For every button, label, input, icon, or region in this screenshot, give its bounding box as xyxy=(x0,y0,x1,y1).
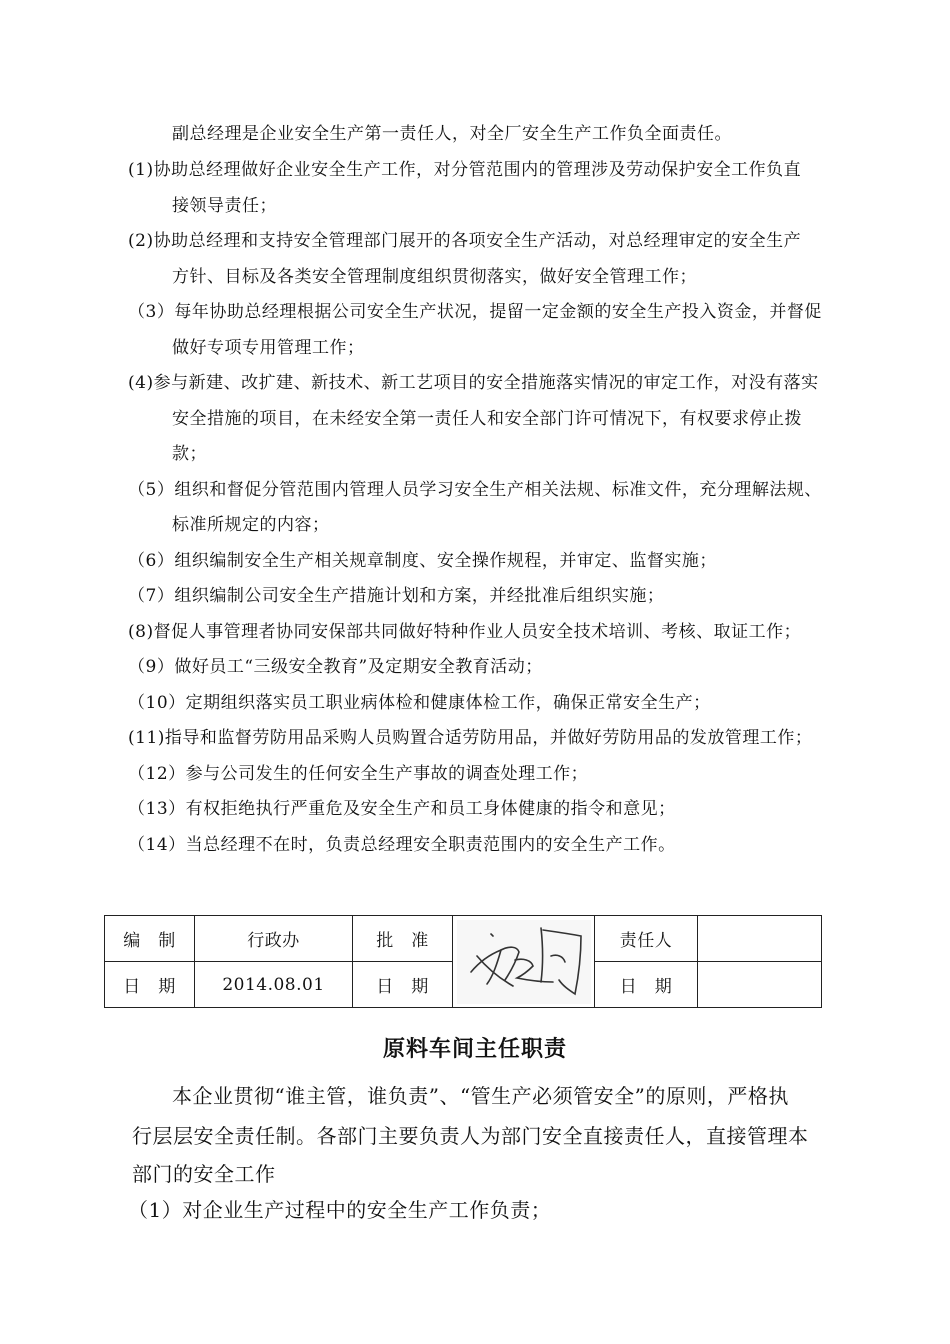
responsible-person-value xyxy=(698,916,822,962)
responsible-person-label: 责任人 xyxy=(595,916,698,962)
section-title: 原料车间主任职责 xyxy=(382,1037,567,1062)
list-item: （10）定期组织落实员工职业病体检和健康体检工作，确保正常安全生产； xyxy=(128,693,711,713)
list-item: (4)参与新建、改扩建、新技术、新工艺项目的安全措施落实情况的审定工作，对没有落实 xyxy=(128,373,819,393)
list-item: (2)协助总经理和支持安全管理部门展开的各项安全生产活动，对总经理审定的安全生产 xyxy=(128,231,802,251)
list-item: （7）组织编制公司安全生产措施计划和方案，并经批准后组织实施； xyxy=(128,586,665,606)
list-item: （9）做好员工“三级安全教育”及定期安全教育活动； xyxy=(128,657,543,677)
date-label-1: 日 期 xyxy=(105,962,195,1008)
signoff-table xyxy=(104,915,822,1008)
date-value-3 xyxy=(698,962,822,1008)
date-value-1: 2014.08.01 xyxy=(195,962,353,1008)
paragraph-line-2: 行层层安全责任制。各部门主要负责人为部门安全直接责任人，直接管理本 xyxy=(132,1124,809,1148)
compiled-by-label: 编 制 xyxy=(105,916,195,962)
list-item-continuation: 标准所规定的内容； xyxy=(172,515,330,535)
paragraph-line-3: 部门的安全工作 xyxy=(132,1162,276,1186)
list-item-continuation: 款； xyxy=(172,444,207,464)
handwritten-signature xyxy=(457,920,591,1004)
list-item: (11)指导和监督劳防用品采购人员购置合适劳防用品，并做好劳防用品的发放管理工作； xyxy=(128,728,813,748)
date-label-2: 日 期 xyxy=(353,962,453,1008)
date-label-3: 日 期 xyxy=(595,962,698,1008)
paragraph-line-1: 本企业贯彻“谁主管，谁负责”、“管生产必须管安全”的原则，严格执 xyxy=(172,1084,789,1108)
list-item: （3）每年协助总经理根据公司安全生产状况，提留一定金额的安全生产投入资金，并督促 xyxy=(128,302,822,322)
list-item: (8)督促人事管理者协同安保部共同做好特种作业人员安全技术培训、考核、取证工作； xyxy=(128,622,802,642)
list-item-continuation: 接领导责任； xyxy=(172,196,277,216)
list-item-continuation: 方针、目标及各类安全管理制度组织贯彻落实，做好安全管理工作； xyxy=(172,267,697,287)
list-item: （6）组织编制安全生产相关规章制度、安全操作规程，并审定、监督实施； xyxy=(128,551,717,571)
section-item-1: （1）对企业生产过程中的安全生产工作负责； xyxy=(128,1198,552,1222)
intro-line: 副总经理是企业安全生产第一责任人，对全厂安全生产工作负全面责任。 xyxy=(172,124,732,144)
list-item: （14）当总经理不在时，负责总经理安全职责范围内的安全生产工作。 xyxy=(128,835,676,855)
list-item-continuation: 安全措施的项目，在未经安全第一责任人和安全部门许可情况下，有权要求停止拨 xyxy=(172,409,802,429)
list-item: （12）参与公司发生的任何安全生产事故的调查处理工作； xyxy=(128,764,589,784)
list-item: （5）组织和督促分管范围内管理人员学习安全生产相关法规、标准文件，充分理解法规、 xyxy=(128,480,822,500)
list-item: （13）有权拒绝执行严重危及安全生产和员工身体健康的指令和意见； xyxy=(128,799,676,819)
compiled-by-value: 行政办 xyxy=(195,916,353,962)
list-item-continuation: 做好专项专用管理工作； xyxy=(172,338,365,358)
list-item: (1)协助总经理做好企业安全生产工作，对分管范围内的管理涉及劳动保护安全工作负直 xyxy=(128,160,802,180)
signature-cell xyxy=(453,916,595,1008)
approved-by-label: 批 准 xyxy=(353,916,453,962)
